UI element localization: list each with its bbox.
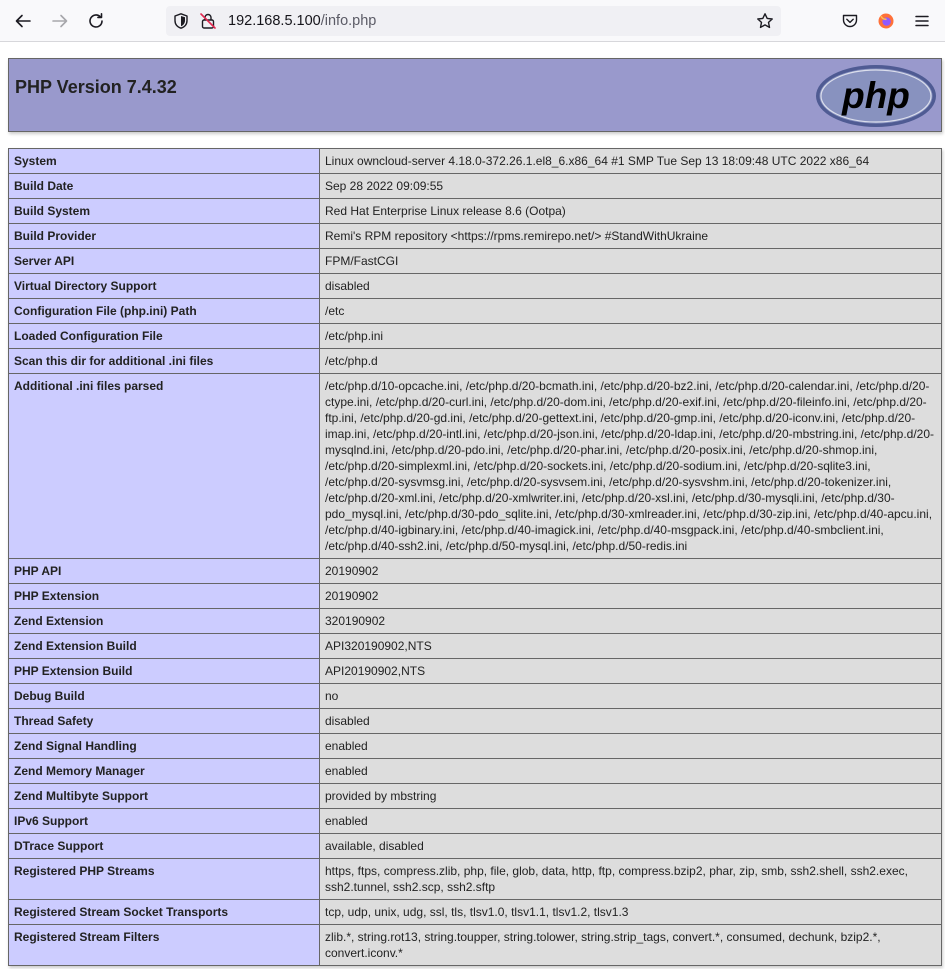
setting-value: Red Hat Enterprise Linux release 8.6 (Ootpa) <box>320 199 942 224</box>
setting-value: disabled <box>320 274 942 299</box>
table-row <box>9 900 942 925</box>
table-row <box>9 584 942 609</box>
setting-value: 20190902 <box>320 559 942 584</box>
setting-value: API20190902,NTS <box>320 659 942 684</box>
table-row <box>9 659 942 684</box>
pocket-icon[interactable] <box>837 8 863 34</box>
table-row <box>9 634 942 659</box>
setting-value: /etc/php.d/10-opcache.ini, /etc/php.d/20-bcmath.ini, /etc/php.d/20-bz2.ini, /etc/php.d/20-calendar.ini, /etc/php.d/20-ctype.ini, /etc/php.d/20-curl.ini, /etc/php.d/20-dom.ini, /etc/php.d/20-exif.ini, /etc/php.d/20-fileinfo.ini, /etc/php.d/20-ftp.ini, /etc/php.d/20-gd.ini, /etc/php.d/20-gettext.ini, /etc/php.d/20-gmp.ini, /etc/php.d/20-iconv.ini, /etc/php.d/20-imap.ini, /etc/php.d/20-intl.ini, /etc/php.d/20-json.ini, /etc/php.d/20-ldap.ini, /etc/php.d/20-mbstring.ini, /etc/php.d/20-mysqlnd.ini, /etc/php.d/20-pdo.ini, /etc/php.d/20-phar.ini, /etc/php.d/20-posix.ini, /etc/php.d/20-shmop.ini, /etc/php.d/20-simplexml.ini, /etc/php.d/20-sockets.ini, /etc/php.d/20-sodium.ini, /etc/php.d/20-sqlite3.ini, /etc/php.d/20-sysvmsg.ini, /etc/php.d/20-sysvsem.ini, /etc/php.d/20-sysvshm.ini, /etc/php.d/20-tokenizer.ini, /etc/php.d/20-xml.ini, /etc/php.d/20-xmlwriter.ini, /etc/php.d/20-xsl.ini, /etc/php.d/30-mysqli.ini, /etc/php.d/30-pdo_mysql.ini, /etc/php.d/30-pdo_sqlite.ini, /etc/php.d/30-xmlreader.ini, /etc/php.d/30-zip.ini, /etc/php.d/40-apcu.ini, /etc/php.d/40-igbinary.ini, /etc/php.d/40-imagick.ini, /etc/php.d/40-msgpack.ini, /etc/php.d/40-smbclient.ini, /etc/php.d/40-ssh2.ini, /etc/php.d/50-mysql.ini, /etc/php.d/50-redis.ini <box>320 374 942 559</box>
back-arrow-icon[interactable] <box>10 8 36 34</box>
table-row <box>9 249 942 274</box>
firefox-account-icon[interactable] <box>873 8 899 34</box>
table-row <box>9 859 942 900</box>
php-logo-text: php <box>842 75 910 116</box>
setting-name: Debug Build <box>9 684 320 709</box>
table-row <box>9 324 942 349</box>
setting-name: Virtual Directory Support <box>9 274 320 299</box>
setting-value: tcp, udp, unix, udg, ssl, tls, tlsv1.0, tlsv1.1, tlsv1.2, tlsv1.3 <box>320 900 942 925</box>
setting-name: Zend Memory Manager <box>9 759 320 784</box>
setting-name: PHP Extension <box>9 584 320 609</box>
setting-name: PHP API <box>9 559 320 584</box>
setting-name: Registered Stream Filters <box>9 925 320 966</box>
phpinfo-page <box>8 58 942 960</box>
url-bar[interactable] <box>166 6 781 36</box>
setting-name: Build Date <box>9 174 320 199</box>
table-row <box>9 784 942 809</box>
setting-value: available, disabled <box>320 834 942 859</box>
table-row <box>9 609 942 634</box>
setting-name: Server API <box>9 249 320 274</box>
bookmark-star-icon[interactable] <box>756 12 774 30</box>
table-row <box>9 684 942 709</box>
table-row <box>9 709 942 734</box>
table-row <box>9 199 942 224</box>
table-row <box>9 759 942 784</box>
reload-icon[interactable] <box>83 8 109 34</box>
setting-name: Zend Extension <box>9 609 320 634</box>
php-version-header <box>8 58 942 132</box>
setting-value: https, ftps, compress.zlib, php, file, glob, data, http, ftp, compress.bzip2, phar, zip, smb, ssh2.shell, ssh2.exec, ssh2.tunnel, ssh2.scp, ssh2.sftp <box>320 859 942 900</box>
forward-arrow-icon[interactable] <box>47 8 73 34</box>
table-row <box>9 149 942 174</box>
page-title: PHP Version 7.4.32 <box>15 77 177 97</box>
setting-name: Thread Safety <box>9 709 320 734</box>
hamburger-menu-icon[interactable] <box>909 8 935 34</box>
setting-value: FPM/FastCGI <box>320 249 942 274</box>
setting-name: PHP Extension Build <box>9 659 320 684</box>
setting-name: Zend Signal Handling <box>9 734 320 759</box>
setting-name: Registered PHP Streams <box>9 859 320 900</box>
setting-value: 20190902 <box>320 584 942 609</box>
table-row <box>9 734 942 759</box>
browser-toolbar <box>0 0 945 42</box>
table-row <box>9 174 942 199</box>
table-row <box>9 925 942 966</box>
setting-value: Remi's RPM repository <https://rpms.remirepo.net/> #StandWithUkraine <box>320 224 942 249</box>
setting-name: System <box>9 149 320 174</box>
table-row <box>9 809 942 834</box>
setting-name: Additional .ini files parsed <box>9 374 320 559</box>
setting-value: 320190902 <box>320 609 942 634</box>
setting-value: Sep 28 2022 09:09:55 <box>320 174 942 199</box>
setting-name: Scan this dir for additional .ini files <box>9 349 320 374</box>
table-row <box>9 349 942 374</box>
table-row <box>9 299 942 324</box>
insecure-connection-lock-icon[interactable] <box>199 12 217 30</box>
setting-name: Registered Stream Socket Transports <box>9 900 320 925</box>
setting-value: /etc <box>320 299 942 324</box>
setting-name: IPv6 Support <box>9 809 320 834</box>
setting-name: Configuration File (php.ini) Path <box>9 299 320 324</box>
setting-value: provided by mbstring <box>320 784 942 809</box>
tracking-protection-shield-icon[interactable] <box>172 12 190 30</box>
setting-value: disabled <box>320 709 942 734</box>
setting-value: /etc/php.d <box>320 349 942 374</box>
setting-name: Loaded Configuration File <box>9 324 320 349</box>
setting-value: enabled <box>320 759 942 784</box>
table-row <box>9 274 942 299</box>
url-host: 192.168.5.100 <box>228 13 321 29</box>
setting-name: Zend Multibyte Support <box>9 784 320 809</box>
setting-name: Zend Extension Build <box>9 634 320 659</box>
setting-value: API320190902,NTS <box>320 634 942 659</box>
setting-name: Build Provider <box>9 224 320 249</box>
table-row <box>9 374 942 559</box>
setting-name: DTrace Support <box>9 834 320 859</box>
setting-value: Linux owncloud-server 4.18.0-372.26.1.el8_6.x86_64 #1 SMP Tue Sep 13 18:09:48 UTC 2022 x86_64 <box>320 149 942 174</box>
setting-value: enabled <box>320 809 942 834</box>
setting-name: Build System <box>9 199 320 224</box>
php-logo <box>815 64 937 133</box>
php-info-table <box>8 148 942 966</box>
setting-value: zlib.*, string.rot13, string.toupper, string.tolower, string.strip_tags, convert.*, consumed, dechunk, bzip2.*, convert.iconv.* <box>320 925 942 966</box>
url-text[interactable] <box>228 13 376 29</box>
setting-value: enabled <box>320 734 942 759</box>
table-row <box>9 224 942 249</box>
url-path: /info.php <box>320 13 377 29</box>
table-row <box>9 834 942 859</box>
setting-value: no <box>320 684 942 709</box>
setting-value: /etc/php.ini <box>320 324 942 349</box>
table-row <box>9 559 942 584</box>
